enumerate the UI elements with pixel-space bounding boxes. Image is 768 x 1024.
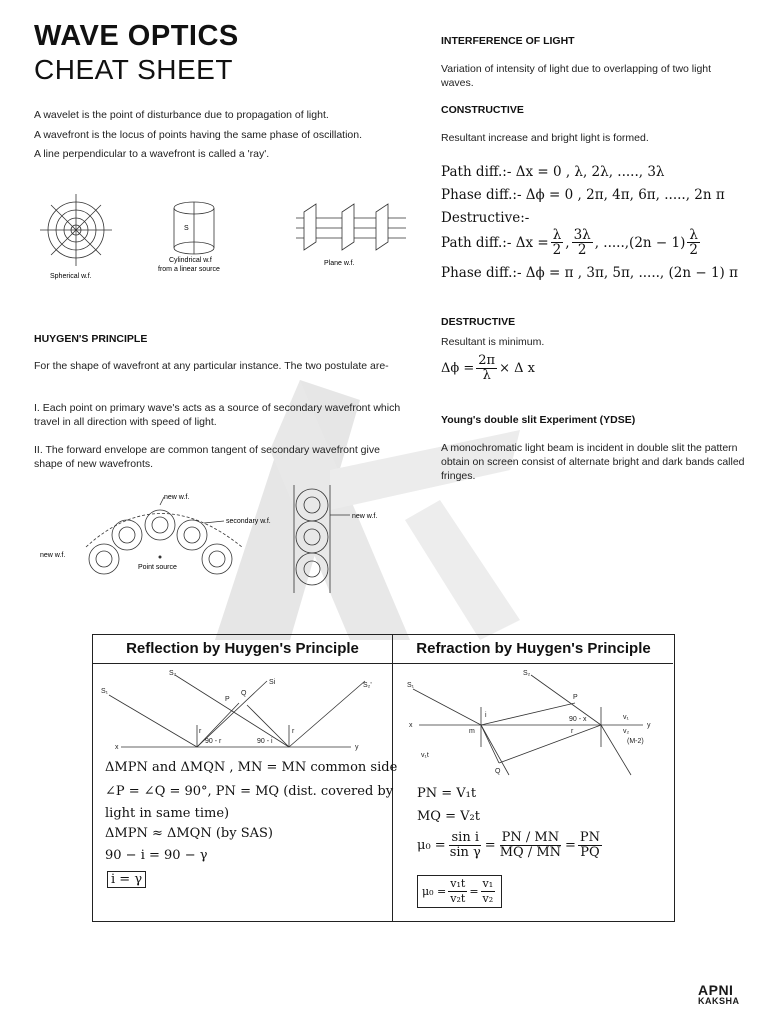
- refr-p: P: [573, 694, 578, 701]
- box-mu-lhs: μ₀ =: [422, 885, 447, 898]
- refr-v1: v₁: [623, 714, 629, 721]
- path2-b-num: 3λ: [573, 227, 591, 243]
- wavefront-types-figure: [34, 190, 414, 290]
- brand-logo-line1: APNI: [698, 982, 734, 998]
- refr-m: m: [469, 728, 475, 735]
- mu3-den: PQ: [580, 845, 600, 860]
- b2-den: v₂: [482, 892, 494, 905]
- refr-v2: v₂: [623, 728, 630, 735]
- reflection-line-5: 90 − i = 90 − γ: [105, 848, 208, 863]
- refr-y: y: [647, 722, 651, 729]
- refl-s1: S₁: [101, 688, 109, 695]
- refr-i: i: [485, 712, 487, 719]
- destructive-label: Destructive:-: [441, 210, 530, 226]
- mu-lhs: μ₀ =: [417, 838, 446, 853]
- b2-num: v₁: [482, 877, 494, 890]
- refr-q: Q: [495, 768, 501, 775]
- path2-c-num: λ: [689, 227, 698, 243]
- huygen-figure: [34, 485, 414, 600]
- refl-x: x: [115, 744, 119, 751]
- path2-b-den: 2: [577, 242, 587, 258]
- reflection-line-2: ∠P = ∠Q = 90°, PN = MQ (dist. covered by: [105, 784, 394, 799]
- refl-q: Q: [241, 690, 247, 697]
- b1-den: v₂t: [450, 892, 466, 905]
- refr-s2: S₂: [523, 670, 531, 677]
- interference-text: Variation of intensity of light due to overlapping of two light waves.: [441, 63, 712, 89]
- reflection-line-3: light in same time): [105, 806, 230, 821]
- formula-phase-path-relation: [441, 354, 535, 383]
- ydse-text: A monochromatic light beam is incident in double slit the pattern obtain on screen consist of alternate bright and dark bands called fringes.: [441, 442, 745, 482]
- refr-x: x: [409, 722, 413, 729]
- cyl-wf-label: Cylindrical w.f: [169, 257, 212, 264]
- ydse-heading: Young's double slit Experiment (YDSE): [441, 414, 636, 426]
- interference-heading: INTERFERENCE OF LIGHT: [441, 35, 575, 47]
- dphi-den: λ: [482, 368, 491, 383]
- dphi-num: 2π: [478, 353, 496, 368]
- refr-r: r: [571, 728, 574, 735]
- constructive-heading: CONSTRUCTIVE: [441, 104, 524, 116]
- refl-r: r: [292, 728, 295, 735]
- refl-i: r: [199, 728, 202, 735]
- cylindrical-wavefront-diagram: [174, 202, 214, 254]
- destructive-text: Resultant is minimum.: [441, 336, 545, 348]
- destructive-heading: DESTRUCTIVE: [441, 316, 516, 328]
- mu1-den: sin γ: [449, 845, 481, 860]
- formula-phase-diff: Phase diff.:- Δϕ = 0 , 2π, 4π, 6π, ....., 2n π: [441, 187, 725, 203]
- plane-wf-label: Plane w.f.: [324, 260, 355, 267]
- reflection-line-4: ΔMPN ≈ ΔMQN (by SAS): [105, 826, 273, 841]
- refraction-line-1: PN = V₁t: [417, 786, 477, 801]
- path2-c-den: 2: [689, 242, 698, 258]
- intro-wavefront: A wavefront is the locus of points having the same phase of oscillation.: [34, 129, 363, 141]
- page-title: WAVE OPTICS: [34, 20, 239, 52]
- huygen-new-wf-right: new w.f.: [352, 513, 378, 520]
- refraction-result-box: μ₀ = $\frac{\text{v₁t}}{\text{v₂t}}$ = $\frac{\text{v₁}}{\text{v₂}}$: [417, 875, 502, 908]
- refr-angle: 90 - x: [569, 716, 587, 723]
- refl-si: Si: [269, 679, 276, 686]
- huygen-new-wf-left: new w.f.: [40, 552, 66, 559]
- b1-num: v₁t: [450, 877, 466, 890]
- reflection-result-box: i = γ: [107, 871, 146, 888]
- refraction-mu-formula: μ₀ = $\frac{\text{sin i}}{\text{sin γ}}$ = $\frac{PN / MN}{MQ / MN}$ = $\frac{PN}{PQ}$: [417, 830, 601, 860]
- path2-mid: , .....,(2n − 1): [594, 234, 686, 251]
- box-column-divider: [392, 635, 393, 921]
- dphi-lhs: Δϕ =: [441, 361, 475, 376]
- huygen-p3: II. The forward envelope are common tangent of secondary wavefront give shape of new wavefronts.: [34, 444, 380, 470]
- refr-s1: S₁: [407, 682, 415, 689]
- path2-a-den: 2: [552, 242, 562, 258]
- refraction-line-2: MQ = V₂t: [417, 809, 480, 824]
- reflection-line-1: ΔMPN and ΔMQN , MN = MN common side: [105, 760, 398, 775]
- huygen-applications-box: [92, 634, 675, 922]
- refl-y: y: [355, 744, 359, 751]
- refl-p: P: [225, 696, 230, 703]
- constructive-text: Resultant increase and bright light is formed.: [441, 132, 649, 144]
- huygen-point-source: Point source: [138, 564, 177, 571]
- mu1-num: sin i: [451, 830, 479, 845]
- huygen-new-wf-top: new w.f.: [164, 494, 190, 501]
- huygen-p2: I. Each point on primary wave's acts as a source of secondary wavefront which travel in all direction with speed of light.: [34, 402, 401, 428]
- formula-path-diff: Path diff.:- Δx = 0 , λ, 2λ, ....., 3λ: [441, 164, 665, 180]
- formula-path-diff-destructive: Path diff.:- Δx = $\frac{\lambda}{2}$ , $\frac{3\lambda}{2}$ , .....,(2n − 1) $\frac{\lambda}{2}$: [441, 227, 698, 258]
- refl-angle-a1: 90 - r: [205, 738, 222, 745]
- refr-vt: v₁t: [421, 752, 429, 759]
- box-header-divider: [93, 663, 673, 664]
- refraction-title: Refraction by Huygen's Principle: [416, 640, 651, 657]
- page-subtitle: CHEAT SHEET: [34, 54, 233, 85]
- formula-phase-diff-destructive: Phase diff.:- Δϕ = π , 3π, 5π, ....., (2n − 1) π: [441, 265, 738, 281]
- refraction-diagram: [401, 667, 671, 777]
- mu2-den: MQ / MN: [499, 845, 562, 860]
- refl-angle-a2: 90 - i: [257, 738, 273, 745]
- refl-s2p: S₂': [363, 682, 372, 689]
- reflection-title: Reflection by Huygen's Principle: [126, 640, 359, 657]
- spherical-wf-label: Spherical w.f.: [50, 273, 92, 280]
- path2-a-num: λ: [552, 227, 562, 243]
- brand-logo-line2: KAKSHA: [698, 996, 740, 1006]
- intro-wavelet: A wavelet is the point of disturbance due to propagation of light.: [34, 109, 329, 121]
- reflection-diagram: [99, 667, 389, 757]
- mu2-num: PN / MN: [501, 830, 560, 845]
- dphi-rhs: × Δ x: [499, 361, 535, 376]
- cyl-source-label: S: [184, 225, 189, 232]
- intro-ray: A line perpendicular to a wavefront is called a 'ray'.: [34, 148, 270, 160]
- refr-m2: (M-2): [627, 738, 644, 745]
- huygen-p1: For the shape of wavefront at any particular instance. The two postulate are-: [34, 360, 389, 372]
- cyl-wf-label-2: from a linear source: [158, 266, 220, 273]
- huygen-heading: HUYGEN'S PRINCIPLE: [34, 333, 148, 345]
- plane-wavefront-diagram: [296, 204, 406, 250]
- mu3-num: PN: [579, 830, 601, 845]
- path2-label: Path diff.:- Δx =: [441, 234, 549, 251]
- huygen-secondary-wf: secondary w.f.: [226, 518, 271, 525]
- refl-s2: S₂: [169, 670, 177, 677]
- spherical-wavefront-diagram: [40, 194, 112, 266]
